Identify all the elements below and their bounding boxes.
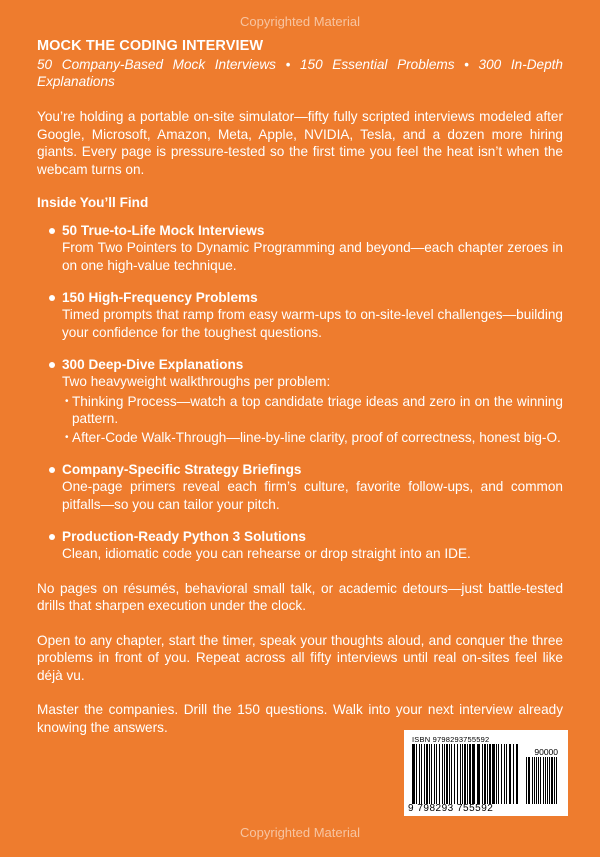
book-title: MOCK THE CODING INTERVIEW [37,38,264,54]
bullet-icon [49,362,55,368]
sub-item-text: Thinking Process—watch a top candidate triage ideas and zero in on the winning pattern. [72,393,563,426]
book-subtitle: 50 Company-Based Mock Interviews • 150 Essential Problems • 300 In-Depth Explanations [37,57,563,89]
feature-title: 50 True-to-Life Mock Interviews [62,223,265,238]
feature-item [37,528,563,563]
feature-title: 150 High-Frequency Problems [62,290,258,305]
feature-description: Two heavyweight walkthroughs per problem: [62,374,331,389]
feature-item [37,222,563,274]
sub-item [62,429,563,447]
intro-paragraph: You’re holding a portable on-site simulator—fifty fully scripted interviews modeled after Google, Microsoft, Amazon, Meta, Apple, NVIDIA, Tesla, and a dozen more hiring giants. Every page is pressure-tested so the first time you feel the heat isn’t when the webcam turns on. [37,109,563,177]
feature-description: From Two Pointers to Dynamic Programming and beyond—each chapter zeroes in on one high-value technique. [62,240,563,273]
feature-title: 300 Deep-Dive Explanations [62,357,244,372]
sub-bullet-icon: • [65,431,69,443]
section-heading: Inside You’ll Find [37,195,149,210]
sub-item-text: After-Code Walk-Through—line-by-line clarity, proof of correctness, honest big-O. [72,429,561,445]
sub-item [62,393,563,428]
price-code: 90000 [534,747,558,757]
closing-paragraph-3: Master the companies. Drill the 150 questions. Walk into your next interview already knowing the answers. [37,702,563,735]
isbn-label: ISBN 9798293755592 [412,735,490,744]
isbn-barcode [404,730,568,816]
closing-paragraph-1: No pages on résumés, behavioral small talk, or academic detours—just battle-tested drills that sharpen execution under the clock. [37,580,563,613]
bullet-icon [49,534,55,540]
bullet-icon [49,467,55,473]
sub-list [62,393,563,447]
feature-item [37,356,563,446]
feature-title: Company-Specific Strategy Briefings [62,462,302,477]
bullet-icon [49,228,55,234]
barcode-addon-bars [526,757,560,804]
barcode-bars [412,744,518,804]
barcode-digits: 9 798293 755592 [408,803,494,814]
watermark-top: Copyrighted Material [240,14,360,29]
bullet-icon [49,295,55,301]
sub-bullet-icon: • [65,395,69,407]
feature-description: One-page primers reveal each firm’s culture, favorite follow-ups, and common pitfalls—so you can tailor your pitch. [62,479,563,512]
feature-title: Production-Ready Python 3 Solutions [62,529,306,544]
cover-text [37,38,563,736]
feature-description: Clean, idiomatic code you can rehearse or drop straight into an IDE. [62,546,471,561]
feature-list [37,222,563,563]
watermark-bottom: Copyrighted Material [240,825,360,840]
feature-item [37,289,563,341]
closing-paragraph-2: Open to any chapter, start the timer, speak your thoughts aloud, and conquer the three problems in front of you. Repeat across all fifty interviews until real on-sites feel like déjà vu. [37,632,563,683]
feature-description: Timed prompts that ramp from easy warm-ups to on-site-level challenges—building your confidence for the toughest questions. [62,307,563,340]
feature-item [37,461,563,513]
